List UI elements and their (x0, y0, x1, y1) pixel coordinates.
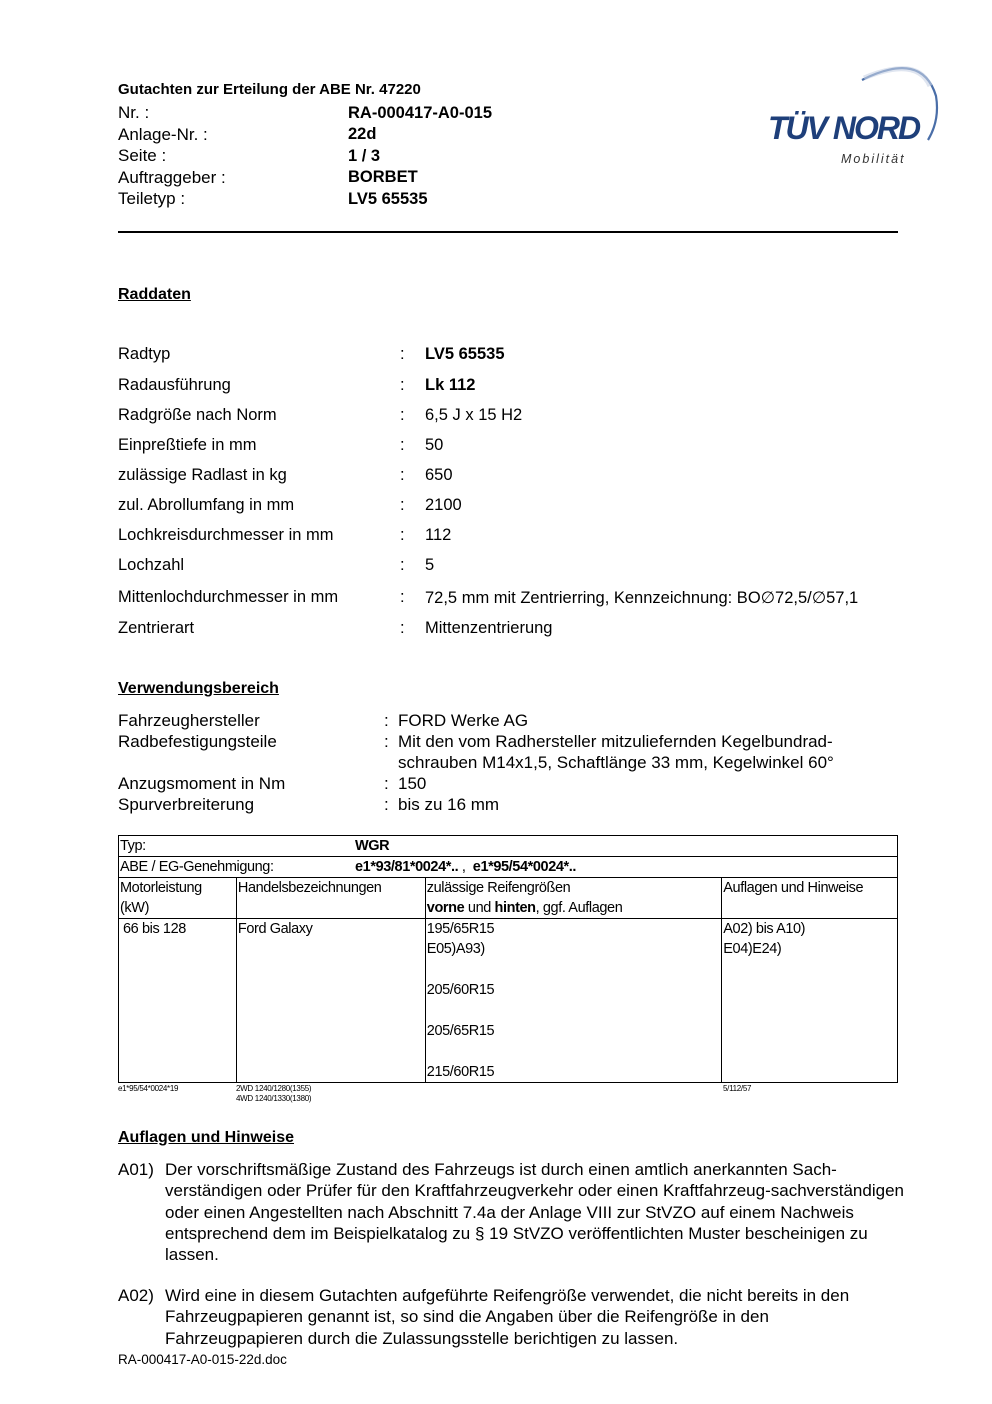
verwendung-value: bis zu 16 mm (398, 795, 500, 814)
reifen-spacer (427, 959, 720, 980)
verwendung-label: Anzugsmoment in Nm (118, 774, 286, 793)
raddaten-value: 2100 (425, 496, 462, 514)
verwendung-value: Mit den vom Radhersteller mitzuliefernden Kegelbundrad- (398, 732, 833, 751)
verwendung-label: Fahrzeughersteller (118, 711, 260, 730)
raddaten-row (118, 556, 918, 578)
colon: : (400, 376, 405, 394)
auflagen-line: E04)E24) (723, 941, 782, 957)
raddaten-row (118, 466, 918, 488)
table-header-row (119, 878, 898, 919)
small-note-line: 4WD 1240/1330(1380) (236, 1094, 312, 1103)
colon: : (400, 345, 405, 363)
colon: : (400, 406, 405, 424)
raddaten-row (118, 588, 918, 610)
raddaten-label: Lochkreisdurchmesser in mm (118, 526, 334, 544)
raddaten-label: Lochzahl (118, 556, 185, 574)
footer-filename: RA-000417-A0-015-22d.doc (118, 1352, 287, 1367)
raddaten-heading: Raddaten (118, 286, 191, 303)
colon: : (384, 732, 389, 751)
colon: : (400, 466, 405, 484)
auflage-text: Der vorschriftsmäßige Zustand des Fahrzeugs ist durch einen amtlich anerkannten Sach-verständigen oder Prüfer für den Kraftfahrzeugverkehr oder einen Kraftfahrzeug-sachverständigen oder einen Angestellten nach Abschnitt 7.4a der Anlage VIII zur StVZO auf einem Nachweis entsprechend dem im Beispielkatalog zu § 19 StVZO veröffentlichten Muster bescheinigen zu lassen. (165, 1160, 904, 1265)
raddaten-row (118, 496, 918, 518)
table-row-abe (119, 857, 898, 878)
colon: : (384, 711, 389, 730)
header-label-nr: Nr. : (118, 103, 150, 122)
raddaten-label: Radausführung (118, 376, 231, 394)
colon: : (400, 588, 405, 606)
raddaten-label: zulässige Radlast in kg (118, 466, 287, 484)
verwendung-heading: Verwendungsbereich (118, 680, 279, 697)
header-label-teiletyp: Teiletyp : (118, 189, 186, 208)
reifen-line: E05)A93) (426, 941, 485, 957)
raddaten-label: zul. Abrollumfang in mm (118, 496, 295, 514)
verwendung-value: FORD Werke AG (398, 711, 529, 730)
raddaten-value: 112 (425, 526, 452, 544)
raddaten-row (118, 376, 918, 398)
small-note-line: 2WD 1240/1280(1355) (236, 1084, 312, 1093)
header-label-seite: Seite : (118, 146, 167, 165)
cell-motor: 66 bis 128 (119, 919, 237, 1083)
reifen-line: 205/65R15 (426, 1023, 495, 1039)
raddaten-label: Einpreßtiefe in mm (118, 436, 257, 454)
header-reifen (425, 878, 721, 919)
small-note-handel (236, 1084, 311, 1104)
logo-brand: TÜV NORD (768, 110, 920, 146)
auflage-number: A01) (118, 1160, 154, 1179)
cell-handel: Ford Galaxy (236, 919, 425, 1083)
raddaten-row (118, 436, 918, 458)
header-value-nr: RA-000417-A0-015 (348, 104, 492, 122)
typ-value: WGR (355, 838, 390, 854)
header-motor (119, 878, 237, 919)
colon: : (384, 795, 389, 814)
tuv-nord-logo (752, 56, 942, 172)
reifen-line: 215/60R15 (426, 1064, 495, 1080)
auflagen-heading: Auflagen und Hinweise (118, 1129, 295, 1146)
logo-subtitle: Mobilität (841, 152, 906, 166)
raddaten-value: Lk 112 (425, 376, 476, 394)
raddaten-label: Radgröße nach Norm (118, 406, 277, 424)
header-label-auftraggeber: Auftraggeber : (118, 168, 226, 187)
verwendung-label: Spurverbreiterung (118, 795, 255, 814)
abe-value-2: e1*95/54*0024*.. (472, 859, 577, 875)
header-value-auftraggeber: BORBET (348, 168, 418, 186)
verwendung-value: schrauben M14x1,5, Schaftlänge 33 mm, Kegelwinkel 60° (398, 753, 834, 772)
header-handel: Handelsbezeichnungen (236, 878, 425, 919)
colon: : (400, 436, 405, 454)
header-reifen-vorne: vorne (426, 900, 465, 916)
colon: : (400, 556, 405, 574)
header-reifen-auflagen: , ggf. Auflagen (535, 900, 623, 916)
raddaten-row (118, 406, 918, 428)
typ-cell (119, 836, 898, 857)
header-value-teiletyp: LV5 65535 (348, 190, 428, 208)
abe-cell (119, 857, 898, 878)
verwendung-label: Radbefestigungsteile (118, 732, 277, 751)
colon: : (384, 774, 389, 793)
colon: : (400, 496, 405, 514)
header-label-anlage: Anlage-Nr. : (118, 125, 208, 144)
auflage-number: A02) (118, 1286, 154, 1305)
header-reifen-und: und (464, 900, 495, 916)
raddaten-label: Zentrierart (118, 619, 195, 637)
raddaten-row (118, 345, 918, 367)
header-auflagen: Auflagen und Hinweise (722, 878, 898, 919)
reifen-spacer (427, 1000, 720, 1021)
header-reifen-line: zulässige Reifengrößen (426, 880, 571, 896)
raddaten-label: Radtyp (118, 345, 171, 363)
raddaten-value: LV5 65535 (425, 345, 505, 363)
colon: : (400, 619, 405, 637)
reifen-spacer (427, 1041, 720, 1062)
colon: : (400, 526, 405, 544)
header-reifen-hinten: hinten (494, 900, 536, 916)
typ-label: Typ: (120, 838, 146, 854)
abe-values (355, 857, 576, 877)
document-title: Gutachten zur Erteilung der ABE Nr. 47220 (118, 81, 421, 98)
table-row-typ (119, 836, 898, 857)
raddaten-value: 650 (425, 466, 453, 484)
header-motor-line: (kW) (120, 900, 149, 916)
abe-label: ABE / EG-Genehmigung: (120, 859, 274, 875)
verwendung-value: 150 (398, 774, 427, 793)
header-value-anlage: 22d (348, 125, 377, 143)
raddaten-value: 50 (425, 436, 444, 454)
header-divider (118, 231, 898, 233)
auflage-text: Wird eine in diesem Gutachten aufgeführte Reifengröße verwendet, die nicht bereits in den Fahrzeugpapieren genannt ist, so sind die Angaben über die Reifengröße in den Fahrzeugpapieren durch die Zulassungsstelle berichtigen zu lassen. (165, 1286, 850, 1348)
raddaten-value: 5 (425, 556, 435, 574)
auflagen-line: A02) bis A10) (723, 921, 806, 937)
cell-auflagen (722, 919, 898, 1083)
raddaten-row (118, 526, 918, 548)
cell-reifen (425, 919, 721, 1083)
abe-value-1: e1*93/81*0024*.. (355, 859, 459, 875)
reifen-line: 205/60R15 (426, 982, 495, 998)
raddaten-label: Mittenlochdurchmesser in mm (118, 588, 339, 606)
header-value-seite: 1 / 3 (348, 147, 381, 165)
small-note-auflagen: 5/112/57 (723, 1084, 752, 1093)
table-row (119, 919, 898, 1083)
vehicle-table (118, 835, 898, 1083)
small-note-motor: e1*95/54*0024*19 (118, 1084, 179, 1093)
raddaten-value: 72,5 mm mit Zentrierring, Kennzeichnung: BO∅72,5/∅57,1 (425, 589, 859, 607)
abe-separator: , (458, 859, 473, 875)
raddaten-row (118, 619, 918, 641)
raddaten-value: Mittenzentrierung (425, 619, 553, 637)
raddaten-value: 6,5 J x 15 H2 (425, 406, 523, 424)
reifen-line: 195/65R15 (426, 921, 495, 937)
header-motor-line: Motorleistung (120, 880, 202, 896)
